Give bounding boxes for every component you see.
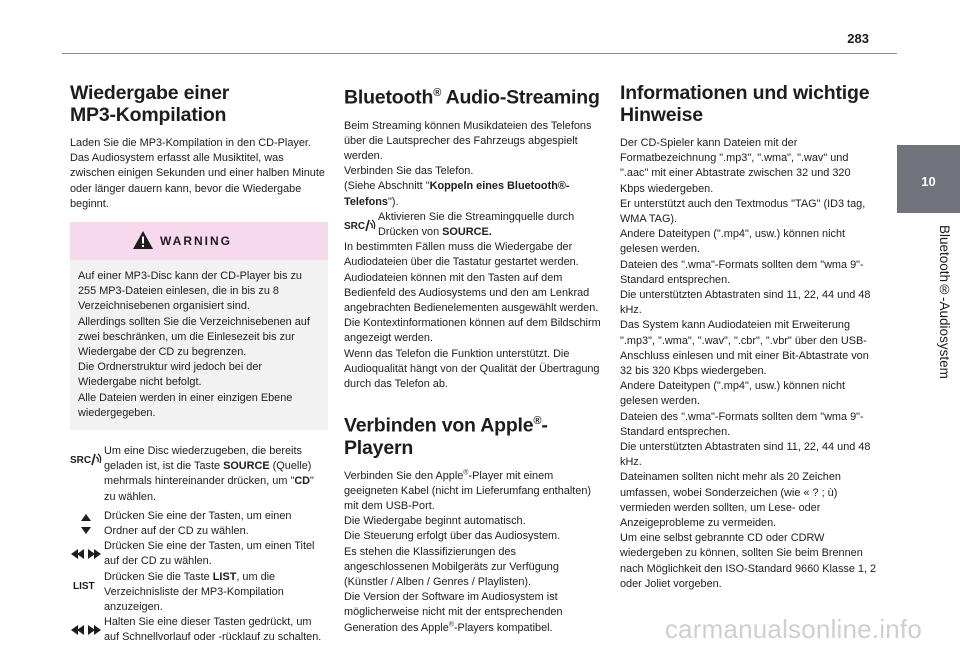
warning-triangle-icon (132, 230, 154, 250)
left-right-arrows-icon (70, 539, 102, 569)
warning-title: WARNING (160, 234, 232, 249)
bluetooth-heading: Bluetooth® Audio-Streaming (344, 86, 600, 109)
svg-text:SRC: SRC (70, 455, 92, 467)
track-select-instruction: Drücken Sie eine der Tasten, um einen Titel auf der CD zu wählen. (70, 539, 328, 569)
folder-select-instruction: Drücken Sie eine der Tasten, um einen Ordner auf der CD zu wählen. (70, 509, 328, 539)
chapter-side-tab (897, 0, 960, 649)
svg-text:SRC: SRC (344, 220, 366, 232)
warning-header (70, 222, 328, 260)
chapter-title: Bluetooth®-Audiosystem (937, 225, 952, 379)
apple-heading: Verbinden von Apple®-Playern (344, 414, 548, 459)
chapter-number: 10 (921, 174, 936, 189)
src-instruction: SRC Um eine Disc wiederzugeben, die bereits geladen ist, ist die Taste SOURCE (Quelle) mehrmals hintereinander drücken, um "CD" zu wählen. (70, 445, 314, 503)
list-icon (70, 570, 102, 600)
apple-body: Verbinden Sie den Apple®-Player mit einem geeigneten Kabel (nicht im Lieferumfang enthalten) mit dem USB-Port. Die Wiedergabe beginnt automatisch. Die Steuerung erfolgt über das Audiosystem. Es stehen die Klassifizierungen des angeschlossenen Mobilgeräts zur Verfügung (Künstler / Alben / Genres / Playlisten). Die Version der Software im Audiosystem ist möglicherweise nicht mit der entsprechenden Generation des Apple®-Players kompatibel. (344, 469, 592, 634)
up-down-arrows-icon (70, 509, 102, 539)
info-heading: Informationen und wichtige Hinweise (620, 82, 870, 126)
column-info (620, 82, 878, 592)
streaming-src-instruction: SRC Aktivieren Sie die Streamingquelle durch Drücken von SOURCE. (344, 210, 575, 238)
svg-text:LIST: LIST (73, 580, 95, 592)
column-bluetooth (344, 82, 602, 636)
warning-text: Auf einer MP3-Disc kann der CD-Player bis zu 255 MP3-Dateien einlesen, die in bis zu 8 Verzeichnisebenen organisiert sind. Allerdings sollten Sie die Verzeichnisebenen auf zwei beschränken, um die Einlesezeit bis zur Wiedergabe der CD zu begrenzen. Die Ordnerstruktur wird jedoch bei der Wiedergabe nicht befolgt. Alle Dateien werden in einer einzigen Ebene wiedergegeben. (78, 270, 310, 419)
fast-forward-instruction: Halten Sie eine dieser Tasten gedrückt, um auf Schnellvorlauf oder -rücklauf zu schalten. (70, 615, 328, 645)
mp3-heading: Wiedergabe einer MP3-Kompilation (70, 82, 230, 126)
header-rule (62, 53, 897, 54)
list-instruction: LIST Drücken Sie die Taste LIST, um die Verzeichnisliste der MP3-Kompilation anzuzeigen. (70, 570, 328, 616)
column-mp3 (70, 82, 328, 646)
src-phone-icon (344, 210, 376, 240)
info-body: Der CD-Spieler kann Dateien mit der Formatbezeichnung ".mp3", ".wma", ".wav" und ".aac" mit einer Abtastrate zwischen 32 und 320 Kbps wiedergeben. Er unterstützt auch den Textmodus "TAG" (ID3 tag, WMA TAG). Andere Dateitypen (".mp4", usw.) können nicht gelesen werden. Dateien des ".wma"-Formats sollten dem "wma 9"-Standard entsprechen. Die unterstützten Abtastraten sind 11, 22, 44 und 48 kHz. Das System kann Audiodateien mit Erweiterung ".mp3", ".wma", ".wav", ".cbr", ".vbr" über den USB-Anschluss einlesen und mit einer Bit-Abtastrate von 32 bis 320 Kbps wiedergeben. Andere Dateitypen (".mp4", usw.) können nicht gelesen werden. Dateien des ".wma"-Formats sollten dem "wma 9"-Standard entsprechen. Die unterstützten Abtastraten sind 11, 22, 44 und 48 kHz. Dateinamen sollten nicht mehr als 20 Zeichen umfassen, wobei Sonderzeichen (wie « ? ; ù) vermieden werden sollten, um Lese- oder Anzeigeprobleme zu vermeiden. Um eine selbst gebrannte CD oder CDRW wiedergeben zu können, sollten Sie beim Brennen nach Möglichkeit den ISO-Standard 9660 Klasse 1, 2 oder Joliet vorgeben. (620, 137, 877, 590)
bluetooth-body: In bestimmten Fällen muss die Wiedergabe der Audiodateien über die Tastatur gestartet werden. Audiodateien können mit den Tasten auf dem Bedienfeld des Audiosystems und den am Lenkrad angebrachten Bedienelementen ausgewählt werden. Die Kontextinformationen können auf dem Bildschirm angezeigt werden. Wenn das Telefon die Funktion unterstützt. Die Audioqualität hängt von der Qualität der Übertragung durch das Telefon ab. (344, 241, 601, 390)
warning-box (70, 222, 328, 430)
bluetooth-intro: Beim Streaming können Musikdateien des Telefons über die Lautsprecher des Fahrzeugs abgespielt werden. Verbinden Sie das Telefon. (Siehe Abschnitt "Koppeln eines Bluetooth®-Telefons"). (344, 119, 592, 208)
watermark: carmanualsonline.info (664, 614, 922, 644)
page-number: 283 (847, 31, 869, 46)
src-phone-icon (70, 444, 102, 474)
mp3-intro: Laden Sie die MP3-Kompilation in den CD-Player. Das Audiosystem erfasst alle Musiktitel, was zwischen einigen Sekunden und einer halben Minute oder länger dauern kann, bevor die Wiedergabe beginnt. (70, 137, 325, 210)
